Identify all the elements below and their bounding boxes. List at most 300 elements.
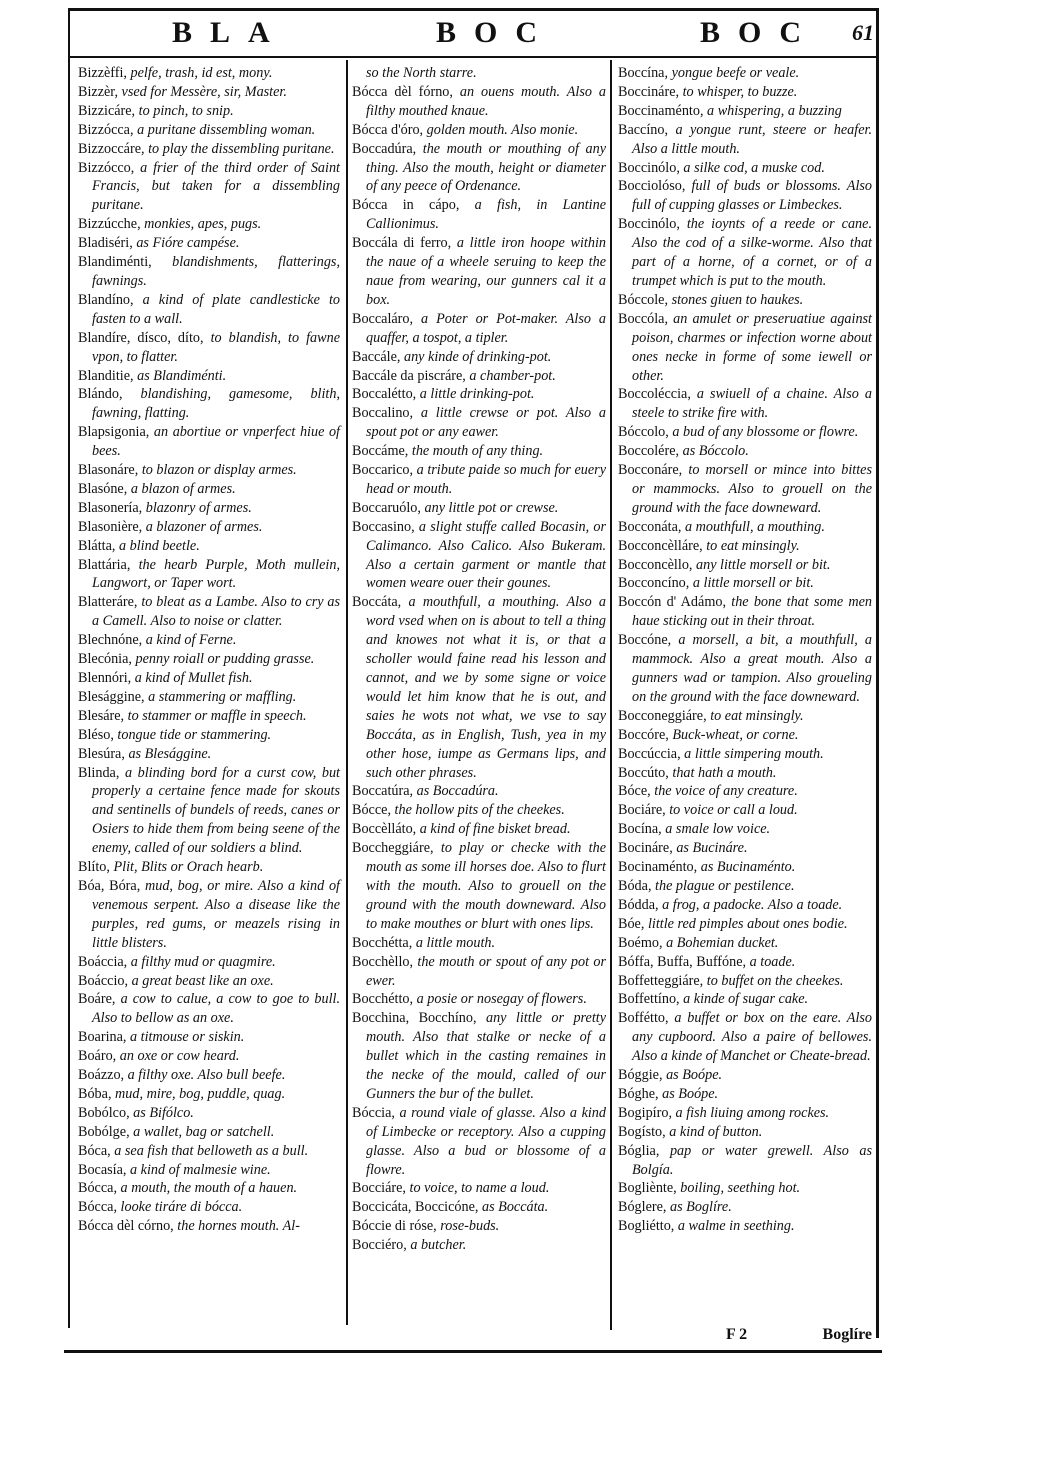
entry-headword: Boccarico, [352,462,414,479]
entry-headword: Boccaláro, [352,310,414,327]
dictionary-entry [618,990,872,1009]
entry-definition: to voice, to name a loud. [409,1180,550,1197]
dictionary-entry [78,556,340,594]
entry-headword: Bladiséri, [78,235,133,252]
dictionary-entry [78,234,340,253]
entry-headword: Blátta, [78,537,116,554]
dictionary-entry [352,196,606,234]
dictionary-entry [618,574,872,593]
entry-headword: Boccúto, [618,764,669,781]
entry-headword: Bocína, [618,821,662,838]
dictionary-entry [352,839,606,934]
dictionary-entry [78,121,340,140]
entry-definition: a filthy oxe. Also bull beefe. [127,1067,286,1084]
dictionary-entry [352,953,606,991]
dictionary-entry [352,782,606,801]
entry-definition: a little mouth. [415,934,496,951]
entry-definition: a kind of malmesie wine. [130,1161,271,1178]
dictionary-entry [618,1179,872,1198]
entry-definition: as Fióre campése. [136,235,240,252]
dictionary-entry [78,291,340,329]
dictionary-entry [352,461,606,499]
dictionary-entry [78,650,340,669]
entry-headword: Boccóla, [618,310,669,327]
entry-headword: Bóba, [78,1085,112,1102]
dictionary-entry [618,518,872,537]
dictionary-entry [618,934,872,953]
entry-headword: Boccalétto, [352,386,417,403]
header-rule [68,56,878,58]
entry-definition: a kind of Ferne. [145,632,237,649]
dictionary-entry [618,64,872,83]
entry-definition: mud, mire, bog, puddle, quag. [115,1085,286,1102]
entry-headword: Bóccia, [352,1104,395,1121]
dictionary-entry [78,83,340,102]
dictionary-entry [78,726,340,745]
dictionary-entry [78,953,340,972]
entry-headword: Bócca dèl fórno, [352,83,453,100]
entry-definition: the mouth or spout of any pot or ewer. [366,953,606,989]
entry-definition: a mouthfull, a mouthing. Also a word vsed when on is about to tell a thing and knowes not what it is, or that a scholler would faine read his lesson and cannot, and we by some signe or voice would let him know that he is out, and saies he wots not what, we vse to say Boccáta, as in English, Tush, yea in my other hose, iumpe as Germans lips, and such other phrases. [366,594,607,781]
entry-headword: Bocchina, Bocchíno, [352,1010,477,1027]
right-border [876,8,879,1338]
entry-headword: Boccinólo, [618,159,680,176]
entry-definition: to eat minsingly. [710,707,804,724]
dictionary-page [68,8,880,1353]
entry-definition: as Boccadúra. [416,783,499,800]
entry-definition: a little morsell or bit. [692,575,814,592]
dictionary-entry [618,707,872,726]
dictionary-entry [78,1179,340,1198]
dictionary-entry [618,631,872,707]
entry-definition: a kinde of sugar cake. [683,991,809,1008]
entry-definition: a blind beetle. [118,537,200,554]
dictionary-entry [352,1236,606,1255]
entry-definition: tongue tide or stammering. [117,726,272,743]
entry-headword: Bocchétta, [352,934,413,951]
dictionary-entry [78,1047,340,1066]
dictionary-entry [78,423,340,461]
entry-definition: a Bohemian ducket. [666,934,779,951]
entry-definition: to stammer or maffle in speech. [127,707,307,724]
entry-headword: Bóce, [618,783,651,800]
entry-headword: Baccále, [352,348,401,365]
entry-definition: a fish liuing among rockes. [675,1104,830,1121]
entry-definition: a silke cod, a muske cod. [683,159,825,176]
entry-definition: a little drinking-pot. [419,386,535,403]
column-left [78,64,340,1236]
dictionary-entry [78,688,340,707]
dictionary-entry [78,877,340,953]
entry-headword: Boccáme, [352,443,409,460]
entry-definition: the voice of any creature. [654,783,798,800]
page-number: 61 [852,20,874,45]
entry-definition: a titmouse or siskin. [130,1029,245,1046]
entry-definition: an amulet or preseruatiue against poison, charmes or infection worne about ones necke in forme of some iewell or other. [632,310,873,384]
dictionary-entry [352,442,606,461]
dictionary-entry [78,707,340,726]
dictionary-entry [618,896,872,915]
entry-headword: Boccáta, [352,594,402,611]
entry-headword: Bocasía, [78,1161,127,1178]
entry-headword: Blándo, [78,386,123,403]
entry-definition: full of buds or blossoms. Also full of cupping glasses or Limbeckes. [632,178,873,214]
entry-headword: Boccína, [618,65,669,81]
entry-headword: Bizzoccáre, [78,140,145,157]
entry-headword: Bóda, [618,877,652,894]
catchword: Boglíre [822,1326,872,1343]
entry-definition: to whisper, to buzze. [682,83,798,100]
entry-headword: Boccolére, [618,443,680,460]
dictionary-entry [78,1198,340,1217]
dictionary-entry [618,972,872,991]
entry-headword: Blattária, [78,556,131,573]
entry-definition: a little iron hoope within the naue of a wheele seruing to keep the naue from wearing, our gunners cal it a box. [366,235,606,308]
entry-headword: Bocináre, [618,840,673,857]
entry-headword: Bocconcèllo, [618,556,693,573]
dictionary-entry [352,934,606,953]
entry-headword: Blandíno, [78,291,134,308]
dictionary-entry [618,1217,872,1236]
dictionary-entry [618,1085,872,1104]
entry-definition: a chamber-pot. [469,367,556,384]
entry-definition: blazonry of armes. [145,499,252,516]
dictionary-entry [618,782,872,801]
dictionary-entry [352,404,606,442]
entry-headword: Bocconeggiáre, [618,707,707,724]
entry-definition: so the North starre. [366,65,477,81]
dictionary-entry [78,140,340,159]
entry-headword: Bóghe, [618,1085,659,1102]
entry-headword: Bócca in cápo, [352,197,460,214]
entry-headword: Boccèlláto, [352,821,417,838]
entry-headword: Blasonière, [78,518,143,535]
entry-definition: to blazon or display armes. [141,462,297,479]
entry-headword: Boáre, [78,991,116,1008]
entry-definition: a stammering or maffling. [148,688,297,705]
signature-mark: F 2 [726,1326,748,1343]
entry-headword: Bóglere, [618,1199,667,1216]
entry-headword: Bizzócco, [78,159,135,176]
entry-headword: Boázzo, [78,1067,125,1084]
entry-definition: the plague or pestilence. [655,877,795,894]
entry-headword: Blatteráre, [78,594,138,611]
dictionary-entry [352,310,606,348]
entry-headword: Bócca, [78,1180,117,1197]
entry-definition: a blinding bord for a curst cow, but properly a certaine fence made for skouts and sentinells of bundels of reeds, canes or Osiers to hide them from being seene of the enemy, called of our soldiers a blind. [92,764,341,857]
entry-definition: a butcher. [410,1237,467,1254]
column-divider-1 [346,60,348,1325]
entry-definition: a kind of fine bisket bread. [419,821,571,838]
entry-headword: Bociáre, [618,802,666,819]
entry-definition: as Boglíre. [670,1199,732,1216]
dictionary-entry [352,1009,606,1104]
entry-definition: Plit, Blits or Orach hearb. [113,859,264,876]
entry-definition: a frog, a padocke. Also a toade. [662,896,843,913]
column-middle [352,64,606,1255]
dictionary-entry [618,1123,872,1142]
entry-definition: a posie or nosegay of flowers. [416,991,587,1008]
dictionary-entry [78,102,340,121]
entry-headword: Bóggie, [618,1067,663,1084]
guide-word-center: BOC [436,16,556,49]
entry-headword: Boáro, [78,1048,117,1065]
entry-headword: Boccaruólo, [352,499,421,516]
entry-headword: Bobólco, [78,1104,130,1121]
dictionary-entry [618,915,872,934]
dictionary-entry [618,423,872,442]
entry-headword: Bóccolo, [618,424,669,441]
entry-headword: Baccíno, [618,121,669,138]
entry-definition: monkies, apes, pugs. [144,216,262,233]
entry-definition: a mouth, the mouth of a hauen. [120,1180,298,1197]
entry-definition: a buffet or box on the eare. Also any cupboord. Also a paire of bellowes. Also a kinde of Manchet or Cheate-bread. [632,1010,873,1065]
entry-definition: the mouth of any thing. [411,443,544,460]
dictionary-entry [78,1066,340,1085]
entry-headword: Bocinaménto, [618,859,698,876]
entry-headword: Boccadúra, [352,140,417,157]
entry-headword: Boccón d' Adámo, [618,594,726,611]
entry-definition: to voice or call a loud. [669,802,798,819]
dictionary-entry [618,820,872,839]
dictionary-entry [352,990,606,1009]
dictionary-entry [618,726,872,745]
entry-headword: Boccasino, [352,518,415,535]
entry-definition: to buffet on the cheekes. [706,972,844,989]
entry-definition: blandishments, flatterings, fawnings. [92,254,340,289]
dictionary-entry [78,64,340,83]
dictionary-entry [78,1217,340,1236]
entry-definition: to pinch, to snip. [138,102,234,119]
entry-definition: the ioynts of a reede or cane. Also the cod of a silke-worme. Also that part of a horne, of a cornet, or of a trumpet which is put to the mouth. [632,216,872,289]
entry-headword: Boáccio, [78,972,129,989]
entry-definition: a little crewse or pot. Also a spout pot or any eawer. [366,405,607,441]
entry-headword: Bizzèffi, [78,65,127,81]
entry-headword: Bocciéro, [352,1237,407,1254]
dictionary-entry [352,121,606,140]
entry-definition: any little pot or crewse. [424,499,559,516]
entry-definition: as Boccáta. [482,1199,549,1216]
entry-definition: a little simpering mouth. [684,745,824,762]
dictionary-entry [618,177,872,215]
entry-definition: yongue beefe or veale. [671,65,800,81]
entry-definition: as Bucinaménto. [700,859,796,876]
entry-headword: Blanditie, [78,367,134,384]
entry-headword: Boccinaménto, [618,102,704,119]
dictionary-entry [618,953,872,972]
dictionary-entry [618,159,872,178]
entry-headword: Bóccole, [618,291,669,308]
entry-definition: pelfe, trash, id est, mony. [130,65,273,81]
dictionary-entry [618,1142,872,1180]
entry-headword: Boccúccia, [618,745,681,762]
entry-definition: stones giuen to haukes. [671,291,804,308]
entry-definition: to eat minsingly. [706,537,800,554]
entry-definition: an abortiue or vnperfect hiue of bees. [92,424,340,460]
entry-headword: Bódda, [618,896,659,913]
dictionary-entry [618,764,872,783]
entry-headword: Blinda, [78,764,120,781]
entry-definition: rose-buds. [440,1218,500,1235]
guide-word-left: BLA [172,16,288,49]
dictionary-entry [78,215,340,234]
entry-headword: Bóe, [618,915,645,932]
dictionary-entry [78,253,340,291]
dictionary-entry [618,1104,872,1123]
entry-definition: boiling, seething hot. [680,1180,801,1197]
entry-definition: a toade. [749,953,796,970]
dictionary-entry [618,461,872,518]
dictionary-entry [352,593,606,782]
dictionary-entry [78,480,340,499]
entry-definition: blandishing, gamesome, blith, fawning, flatting. [92,386,341,422]
entry-definition: an ouens mouth. Also a filthy mouthed knaue. [366,83,606,119]
dictionary-entry [618,385,872,423]
entry-headword: Bocciáre, [352,1180,406,1197]
entry-definition: a mouthfull, a mouthing. [684,518,825,535]
entry-definition: as Bucináre. [676,840,748,857]
dictionary-entry [352,518,606,594]
entry-headword: Bocconcèlláre, [618,537,703,554]
guide-word-right: BOC [700,16,820,49]
dictionary-entry [352,1217,606,1236]
entry-headword: Blasonáre, [78,462,139,479]
entry-definition: a sea fish that belloweth as a bull. [114,1142,309,1159]
dictionary-entry [352,820,606,839]
entry-definition: golden mouth. Also monie. [426,121,579,138]
entry-headword: Bócca dèl córno, [78,1218,174,1235]
dictionary-entry [78,764,340,859]
entry-headword: Boffettíno, [618,991,680,1008]
entry-headword: Bocchèllo, [352,953,414,970]
entry-definition: as Boópe. [662,1085,719,1102]
entry-definition: a morsell, a bit, a mouthfull, a mammock. Also a great mouth. Also a gunners wad or tampion. Also groueling on the ground with the face downeward. [632,632,872,705]
dictionary-entry [618,291,872,310]
dictionary-entry [618,1066,872,1085]
dictionary-entry [352,367,606,386]
entry-headword: Boccatúra, [352,783,414,800]
entry-headword: Boarina, [78,1029,127,1046]
entry-definition: a smale low voice. [665,821,771,838]
dictionary-entry [352,1198,606,1217]
entry-headword: Blapsigonia, [78,424,150,441]
entry-definition: to play the dissembling puritane. [148,140,335,157]
dictionary-entry [352,348,606,367]
dictionary-entry [352,1179,606,1198]
dictionary-entry [618,839,872,858]
entry-definition: a swiuell of a chaine. Also a steele to strike fire with. [632,386,872,422]
entry-headword: Bogísto, [618,1123,666,1140]
dictionary-entry [352,385,606,404]
entry-definition: the hollow pits of the cheekes. [394,802,565,819]
entry-headword: Boccála di ferro, [352,235,452,252]
entry-headword: Bóccie di róse, [352,1218,437,1235]
dictionary-entry [618,310,872,386]
left-border [68,8,70,1328]
bottom-rule [64,1350,882,1353]
dictionary-entry [78,385,340,423]
entry-definition: a yongue runt, steere or heafer. Also a little mouth. [632,121,872,157]
entry-headword: Boémo, [618,934,663,951]
entry-headword: Bogliétto, [618,1218,675,1235]
entry-headword: Blandíre, dísco, díto, [78,329,204,346]
dictionary-entry [618,593,872,631]
entry-definition: any kinde of drinking-pot. [403,348,552,365]
dictionary-entry [78,1142,340,1161]
entry-definition: penny roiall or pudding grasse. [135,651,315,668]
dictionary-entry [78,972,340,991]
entry-definition: to blandish, to fawne vpon, to flatter. [92,329,340,365]
entry-headword: Blasóne, [78,480,128,497]
entry-definition: vsed for Messère, sir, Master. [121,83,287,100]
entry-definition: looke tiráre di bócca. [120,1199,243,1216]
entry-headword: Boáccia, [78,953,128,970]
dictionary-entry [78,329,340,367]
entry-headword: Bóglia, [618,1142,660,1159]
entry-headword: Bizzúcche, [78,216,141,233]
dictionary-entry [78,499,340,518]
entry-definition: a blazon of armes. [130,480,236,497]
dictionary-entry [78,159,340,216]
entry-headword: Bóa, Bóra, [78,877,141,894]
entry-definition: a cow to calue, a cow to goe to bull. Also to bellow as an oxe. [92,991,341,1027]
entry-definition: as Boópe. [666,1067,723,1084]
entry-headword: Bocchétto, [352,991,414,1008]
dictionary-entry [618,1198,872,1217]
entry-headword: Boccináre, [618,83,680,100]
dictionary-entry [78,1104,340,1123]
entry-definition: as Blandiménti. [137,367,227,384]
entry-definition: a puritane dissembling woman. [137,121,316,138]
entry-headword: Boccicáta, Boccicóne, [352,1199,479,1216]
entry-headword: Baccále da piscráre, [352,367,466,384]
entry-headword: Boccinólo, [618,216,680,233]
entry-definition: any little morsell or bit. [696,556,831,573]
entry-definition: a Poter or Pot-maker. Also a quaffer, a tospot, a tipler. [366,310,606,346]
entry-definition: the mouth or mouthing of any thing. Also the mouth, height or diameter of any peece of Ordenance. [366,140,606,195]
entry-headword: Boffétto, [618,1010,669,1027]
entry-headword: Bogliènte, [618,1180,677,1197]
entry-headword: Blesággine, [78,688,145,705]
dictionary-entry [618,442,872,461]
entry-definition: as Blesággine. [128,745,212,762]
entry-headword: Bocciolóso, [618,178,686,195]
entry-definition: mud, bog, or mire. Also a kind of venemous serpent. Also a disease like the purples, red gums, or meazels rising in little blisters. [92,877,340,951]
dictionary-entry [618,537,872,556]
entry-headword: Bizzicáre, [78,102,136,119]
entry-definition: a great beast like an oxe. [131,972,274,989]
dictionary-entry [78,1123,340,1142]
entry-definition: the bone that some men haue sticking out in their throat. [632,594,872,630]
dictionary-entry [618,121,872,159]
running-head [68,14,878,54]
entry-headword: Bogipíro, [618,1104,672,1121]
dictionary-entry [618,83,872,102]
entry-headword: Blecónia, [78,651,132,668]
entry-headword: Bocconáre, [618,462,683,479]
entry-definition: a kind of Mullet fish. [134,670,253,686]
entry-definition: a wallet, bag or satchell. [133,1123,275,1140]
entry-headword: Bóffa, Buffa, Buffóne, [618,953,747,970]
dictionary-entry [352,83,606,121]
entry-definition: a filthy mud or quagmire. [130,953,276,970]
entry-headword: Boffetteggiáre, [618,972,704,989]
entry-definition: Buck-wheat, or corne. [672,726,799,743]
entry-definition: a tribute paide so much for euery head or mouth. [366,462,607,497]
entry-headword: Boccóne, [618,632,672,649]
dictionary-entry [618,745,872,764]
dictionary-entry [78,990,340,1028]
